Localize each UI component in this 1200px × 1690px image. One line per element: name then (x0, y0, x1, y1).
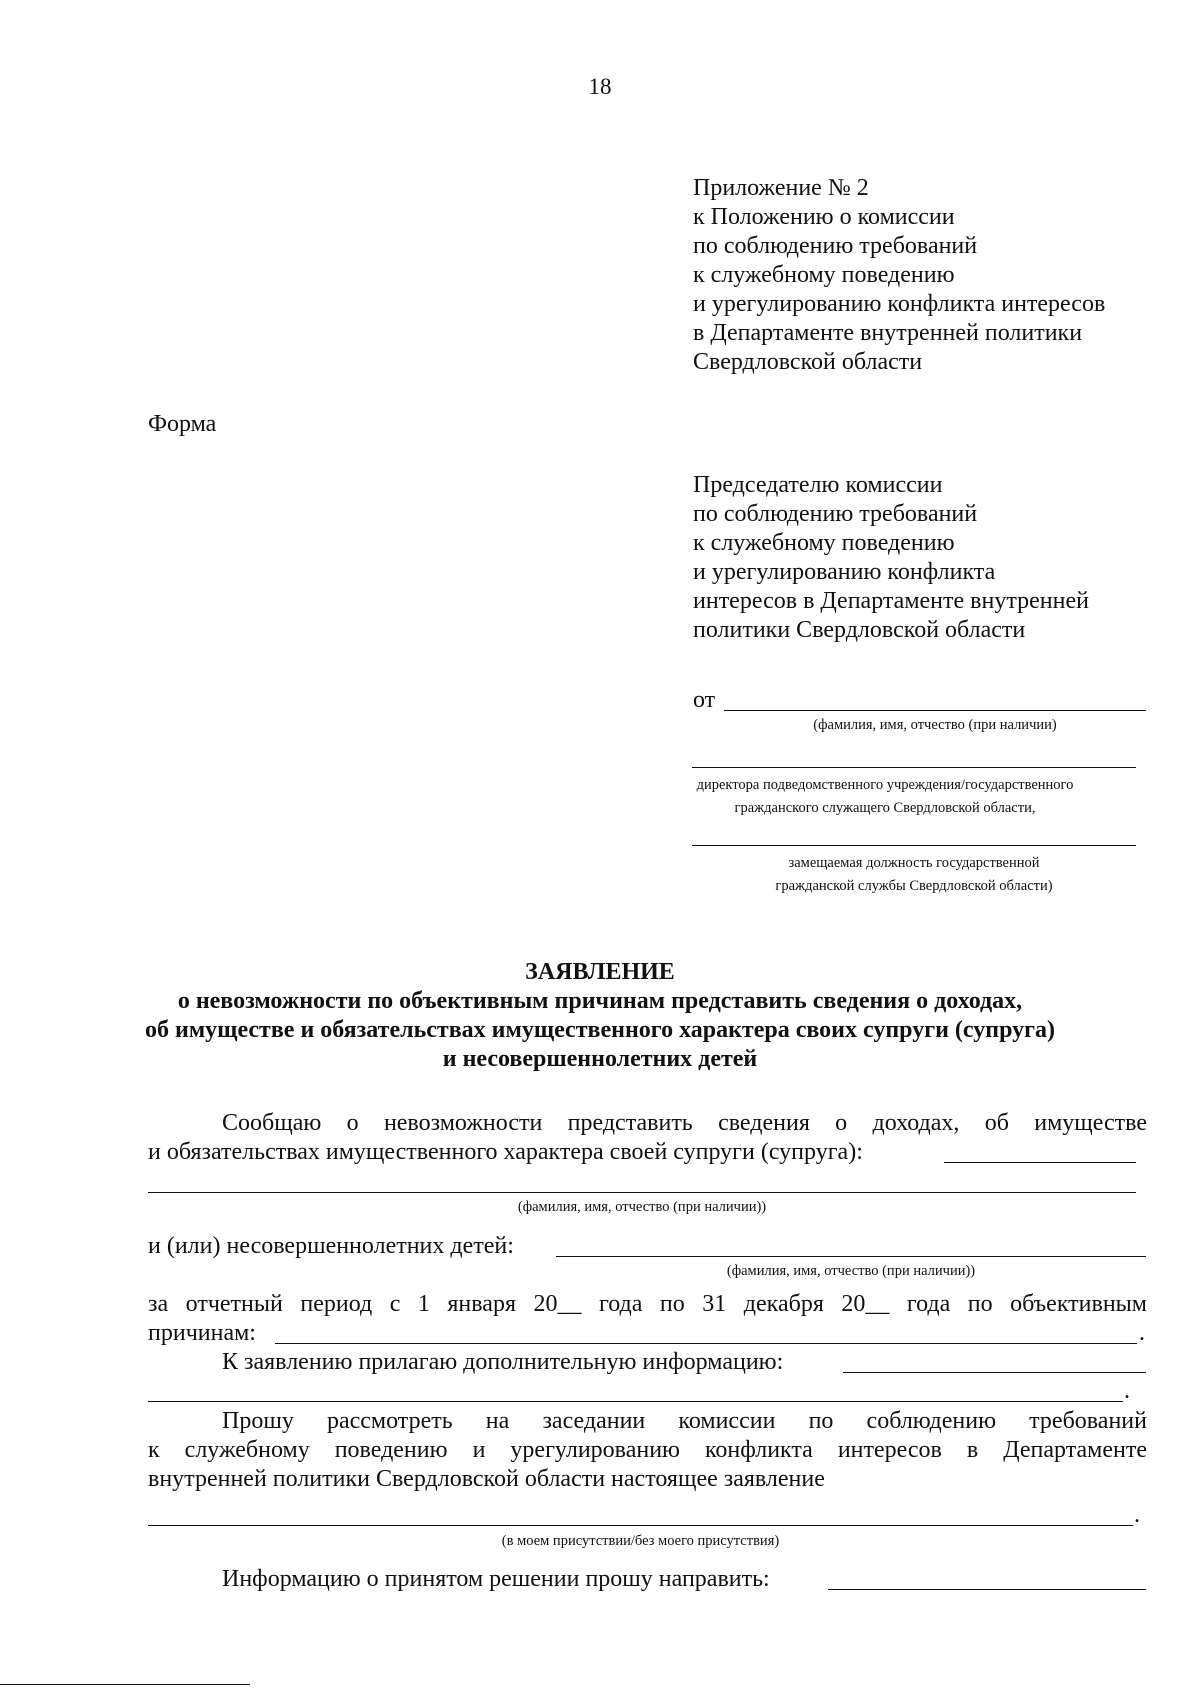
additional-label: К заявлению прилагаю дополнительную информацию: (222, 1349, 784, 1375)
presence-line[interactable] (148, 1525, 1133, 1526)
reasons-end: . (1139, 1320, 1145, 1346)
from-caption: (фамилия, имя, отчество (при наличии) (813, 717, 1057, 733)
position-caption-2: гражданского служащего Свердловской области, (734, 800, 1036, 816)
office-caption-2: гражданской службы Свердловской области) (775, 878, 1053, 894)
addressee-line: и урегулированию конфликта (693, 559, 996, 585)
spouse-name-line[interactable] (148, 1192, 1136, 1193)
footnote-separator (0, 1684, 250, 1685)
appendix-line: Свердловской области (693, 349, 923, 375)
addressee-block (693, 471, 1089, 645)
position-line[interactable] (692, 767, 1136, 768)
request-line-1: Прошу рассмотреть на заседании комиссии по соблюдению требований (222, 1408, 1147, 1434)
appendix-line: к Положению о комиссии (693, 204, 955, 230)
additional-end: . (1124, 1378, 1130, 1404)
title-line: о невозможности по объективным причинам представить сведения о доходах, (177, 988, 1023, 1014)
children-name-line[interactable] (556, 1256, 1146, 1257)
addressee-line: политики Свердловской области (693, 617, 1026, 643)
office-line[interactable] (692, 845, 1136, 846)
title-line: об имуществе и обязательствах имущественного характера своих супруги (супруга) (145, 1017, 1055, 1043)
notify-label: Информацию о принятом решении прошу направить: (222, 1566, 770, 1592)
addressee-line: интересов в Департаменте внутренней (693, 588, 1089, 614)
request-line-2: к служебному поведению и урегулированию конфликта интересов в Департаменте (148, 1437, 1147, 1463)
appendix-line: по соблюдению требований (693, 233, 978, 259)
additional-line[interactable] (148, 1401, 1123, 1402)
page-number: 18 (588, 74, 612, 99)
addressee-line: к служебному поведению (693, 530, 955, 556)
title-heading: ЗАЯВЛЕНИЕ (525, 959, 675, 985)
addressee-line: Председателю комиссии (693, 472, 943, 498)
from-label: от (693, 687, 716, 713)
office-caption-1: замещаемая должность государственной (788, 855, 1040, 871)
addressee-line: по соблюдению требований (693, 501, 978, 527)
title-line: и несовершеннолетних детей (442, 1046, 758, 1072)
notify-line[interactable] (828, 1589, 1146, 1590)
appendix-block (693, 174, 1105, 377)
appendix-line: Приложение № 2 (693, 175, 869, 201)
request-end: . (1134, 1502, 1140, 1528)
reasons-line[interactable] (275, 1343, 1137, 1344)
appendix-line: к служебному поведению (693, 262, 955, 288)
appendix-line: в Департаменте внутренней политики (693, 320, 1083, 346)
spouse-caption: (фамилия, имя, отчество (при наличии)) (517, 1199, 767, 1215)
from-name-line[interactable] (724, 710, 1146, 711)
children-caption: (фамилия, имя, отчество (при наличии)) (726, 1263, 976, 1279)
statement-title (0, 958, 1200, 1074)
form-label: Форма (148, 411, 217, 437)
paragraph-1-line-1: Сообщаю о невозможности представить сведения о доходах, об имуществе (222, 1110, 1147, 1136)
presence-caption: (в моем присутствии/без моего присутствия) (501, 1533, 780, 1549)
reasons-label: причинам: (148, 1320, 256, 1346)
children-label: и (или) несовершеннолетних детей: (148, 1233, 514, 1259)
appendix-line: и урегулированию конфликта интересов (693, 291, 1106, 317)
additional-line-end[interactable] (843, 1372, 1146, 1373)
spouse-line-end[interactable] (944, 1162, 1136, 1163)
period-line: за отчетный период с 1 января 20__ года по 31 декабря 20__ года по объективным (148, 1291, 1147, 1317)
paragraph-1-line-2: и обязательствах имущественного характера своей супруги (супруга): (148, 1139, 863, 1165)
position-caption-1: директора подведомственного учреждения/государственного (696, 777, 1074, 793)
request-line-3: внутренней политики Свердловской области настоящее заявление (148, 1466, 825, 1492)
